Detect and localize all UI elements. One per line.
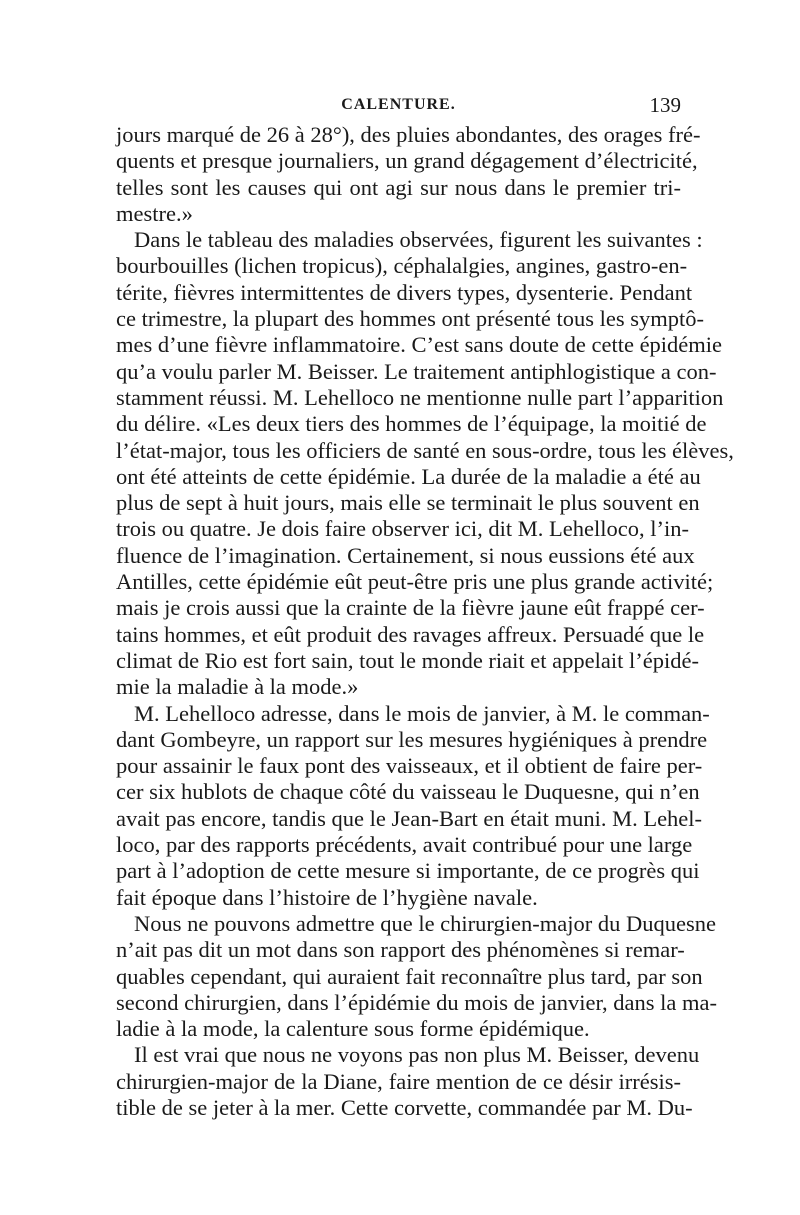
text-line: avait pas encore, tandis que le Jean-Bart en était muni. M. Lehel- <box>116 805 703 831</box>
text-line: part à l’adoption de cette mesure si importante, de ce progrès qui <box>116 858 700 884</box>
text-line: du délire. «Les deux tiers des hommes de l’équipage, la moitié de <box>116 411 707 437</box>
text-line: loco, par des rapports précédents, avait contribué pour une large <box>116 832 693 858</box>
text-line: trois ou quatre. Je dois faire observer ici, dit M. Lehelloco, l’in- <box>116 516 689 542</box>
running-head <box>116 90 681 120</box>
text-line: mes d’une fièvre inflammatoire. C’est sans doute de cette épidémie <box>116 332 723 358</box>
text-line: stamment réussi. M. Lehelloco ne mentionne nulle part l’apparition <box>116 384 724 410</box>
text-line: telles sont les causes qui ont agi sur nous dans le premier tri- <box>116 174 681 200</box>
text-line: quents et presque journaliers, un grand dégagement d’électricité, <box>116 148 698 174</box>
text-line: fluence de l’imagination. Certainement, si nous eussions été aux <box>116 542 695 568</box>
text-line: térite, fièvres intermittentes de divers types, dysenterie. Pendant <box>116 279 693 305</box>
text-line: Nous ne pouvons admettre que le chirurgien-major du Duquesne <box>134 910 716 936</box>
text-line: second chirurgien, dans l’épidémie du mois de janvier, dans la ma- <box>116 989 718 1015</box>
text-line: mestre.» <box>116 200 193 226</box>
text-line: plus de sept à huit jours, mais elle se terminait le plus souvent en <box>116 490 700 516</box>
text-line: tains hommes, et eût produit des ravages affreux. Persuadé que le <box>116 621 705 647</box>
text-line: tible de se jeter à la mer. Cette corvette, commandée par M. Du- <box>116 1094 693 1120</box>
text-line: l’état-major, tous les officiers de santé en sous-ordre, tous les élèves, <box>116 437 734 463</box>
text-line: n’ait pas dit un mot dans son rapport des phénomènes si remar- <box>116 937 685 963</box>
body-text <box>116 122 734 1121</box>
text-line: mie la maladie à la mode.» <box>116 674 359 700</box>
text-line: jours marqué de 26 à 28°), des pluies abondantes, des orages fré- <box>116 122 701 147</box>
page-number: 139 <box>649 93 681 117</box>
text-line: pour assainir le faux pont des vaisseaux, et il obtient de faire per- <box>116 753 703 779</box>
text-line: qu’a voulu parler M. Beisser. Le traitement antiphlogistique a con- <box>116 358 717 384</box>
text-line: ladie à la mode, la calenture sous forme épidémique. <box>116 1016 590 1042</box>
text-line: quables cependant, qui auraient fait reconnaître plus tard, par son <box>116 963 703 989</box>
text-line: ont été atteints de cette épidémie. La durée de la maladie a été au <box>116 463 701 489</box>
running-title: CALENTURE. <box>341 96 456 113</box>
text-line: Antilles, cette épidémie eût peut-être pris une plus grande activité; <box>116 569 714 595</box>
text-line: bourbouilles (lichen tropicus), céphalalgies, angines, gastro-en- <box>116 253 688 279</box>
text-line: M. Lehelloco adresse, dans le mois de janvier, à M. le comman- <box>134 700 710 726</box>
text-line: chirurgien-major de la Diane, faire mention de ce désir irrésis- <box>116 1068 681 1094</box>
text-line: Dans le tableau des maladies observées, figurent les suivantes : <box>134 227 703 253</box>
text-line: cer six hublots de chaque côté du vaisseau le Duquesne, qui n’en <box>116 779 700 805</box>
text-line: mais je crois aussi que la crainte de la fièvre jaune eût frappé cer- <box>116 595 705 621</box>
text-line: ce trimestre, la plupart des hommes ont présenté tous les symptô- <box>116 306 704 332</box>
text-line: dant Gombeyre, un rapport sur les mesures hygiéniques à prendre <box>116 726 708 752</box>
text-line: fait époque dans l’histoire de l’hygiène navale. <box>116 884 538 910</box>
text-line: Il est vrai que nous ne voyons pas non plus M. Beisser, devenu <box>134 1042 700 1068</box>
text-line: climat de Rio est fort sain, tout le monde riait et appelait l’épidé- <box>116 647 699 673</box>
